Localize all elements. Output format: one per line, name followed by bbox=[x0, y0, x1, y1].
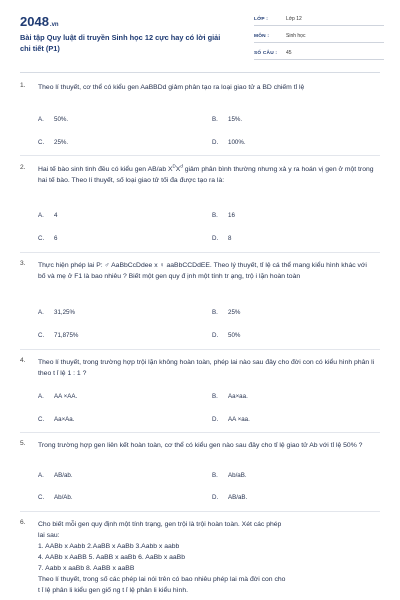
option-b[interactable] bbox=[212, 212, 235, 219]
option-letter: C. bbox=[38, 332, 45, 339]
question-line: lai sau: bbox=[38, 532, 60, 539]
question-divider bbox=[20, 511, 380, 512]
question-divider bbox=[20, 252, 380, 253]
option-c[interactable] bbox=[38, 139, 68, 146]
option-text: 31,25% bbox=[54, 309, 75, 316]
option-a[interactable] bbox=[38, 472, 73, 479]
meta-label: SỐ CÂU : bbox=[254, 50, 278, 56]
option-text: AB/aB. bbox=[228, 494, 248, 501]
option-letter: C. bbox=[38, 139, 45, 146]
option-c[interactable] bbox=[38, 494, 73, 501]
option-letter: B. bbox=[212, 472, 218, 479]
option-letter: A. bbox=[38, 393, 44, 400]
logo-text: 2048 bbox=[20, 14, 49, 29]
option-letter: A. bbox=[38, 309, 44, 316]
meta-value: Lớp 12 bbox=[286, 16, 302, 22]
question-text-part: giảm phân bình thường nhưng xả y ra hoán vị gen ở một trong hai tế bào. Theo lí thuyết, số loại giao tử tối đa được tạo ra là: bbox=[38, 166, 374, 184]
question-number: 5. bbox=[20, 440, 26, 447]
option-letter: A. bbox=[38, 472, 44, 479]
option-text: 25%. bbox=[54, 139, 69, 146]
document-header bbox=[0, 0, 400, 74]
meta-label: MÔN : bbox=[254, 33, 270, 39]
option-letter: D. bbox=[212, 416, 219, 423]
option-b[interactable] bbox=[212, 472, 247, 479]
header-divider bbox=[20, 72, 380, 73]
option-text: 50%. bbox=[54, 116, 69, 123]
option-letter: C. bbox=[38, 235, 45, 242]
question-number: 6. bbox=[20, 519, 26, 526]
question-text: Trong trường hợp gen liên kết hoàn toàn, cơ thể có kiểu gen nào sau đây cho tỉ lệ giao tử Ab với tỉ lệ 50% ? bbox=[38, 442, 363, 449]
option-d[interactable] bbox=[212, 332, 240, 339]
option-d[interactable] bbox=[212, 235, 231, 242]
question-text-part: Hai tế bào sinh tinh đều có kiểu gen AB/ab X bbox=[38, 166, 173, 173]
option-letter: B. bbox=[212, 309, 218, 316]
option-letter: D. bbox=[212, 139, 219, 146]
option-a[interactable] bbox=[38, 309, 75, 316]
option-text: AA ×AA. bbox=[54, 393, 78, 400]
option-letter: C. bbox=[38, 494, 45, 501]
option-a[interactable] bbox=[38, 116, 68, 123]
question-number: 3. bbox=[20, 260, 26, 267]
option-d[interactable] bbox=[212, 494, 247, 501]
option-text: Ab/Ab. bbox=[54, 494, 73, 501]
site-logo[interactable] bbox=[20, 14, 59, 29]
meta-row-subject bbox=[254, 30, 384, 43]
option-text: 25% bbox=[228, 309, 241, 316]
question-text bbox=[38, 164, 376, 186]
question-line: 7. Aabb x aaBb 8. AaBB x aaBB bbox=[38, 565, 135, 572]
question-text: Thực hiện phép lai P: ♂ AaBbCcDdee x ♀ aaBbCCDdEE. Theo lý thuyết, tỉ lệ cá thể mang kiểu hình khác với bố và mẹ ở F1 là bao nhiêu ? Biết một gen quy đ ịnh một tính tr ạng, trộ i lặn hoàn toàn bbox=[38, 262, 367, 280]
option-d[interactable] bbox=[212, 139, 246, 146]
option-letter: D. bbox=[212, 332, 219, 339]
question-line: 1. AABb x Aabb 2.AaBB x AaBb 3.Aabb x aabb bbox=[38, 543, 180, 550]
meta-row-class bbox=[254, 13, 384, 26]
question-number: 4. bbox=[20, 357, 26, 364]
option-c[interactable] bbox=[38, 235, 57, 242]
logo-suffix: .vn bbox=[49, 22, 59, 28]
meta-value: Sinh học bbox=[286, 33, 306, 39]
option-text: Ab/aB. bbox=[228, 472, 247, 479]
option-letter: B. bbox=[212, 393, 218, 400]
option-letter: A. bbox=[38, 212, 44, 219]
option-text: 4 bbox=[54, 212, 58, 219]
meta-label: LỚP : bbox=[254, 16, 269, 22]
option-text: Aa×Aa. bbox=[54, 416, 75, 423]
question-text bbox=[38, 519, 376, 596]
option-text: 8 bbox=[228, 235, 232, 242]
question-divider bbox=[20, 155, 380, 156]
option-text: 100%. bbox=[228, 139, 246, 146]
option-text: 50% bbox=[228, 332, 241, 339]
question-divider bbox=[20, 349, 380, 350]
document-title: Bài tập Quy luật di truyền Sinh học 12 cực hay có lời giải chi tiết (P1) bbox=[20, 33, 221, 53]
option-text: AA ×aa. bbox=[228, 416, 250, 423]
meta-value: 45 bbox=[286, 50, 292, 56]
question-text: Theo lí thuyết, cơ thể có kiểu gen AaBBDd giảm phân tạo ra loại giao tử a BD chiếm tỉ lệ bbox=[38, 84, 305, 91]
option-c[interactable] bbox=[38, 416, 74, 423]
option-b[interactable] bbox=[212, 116, 242, 123]
option-text: 16 bbox=[228, 212, 235, 219]
option-letter: C. bbox=[38, 416, 45, 423]
option-letter: D. bbox=[212, 494, 219, 501]
option-text: Aa×aa. bbox=[228, 393, 248, 400]
question-line: Theo lí thuyết, trong số các phép lai nói trên có bao nhiêu phép lai mà đời con cho bbox=[38, 576, 286, 583]
option-letter: B. bbox=[212, 116, 218, 123]
question-text-part: X bbox=[175, 166, 181, 173]
option-text: 6 bbox=[54, 235, 58, 242]
option-letter: A. bbox=[38, 116, 44, 123]
question-line: Cho biết mỗi gen quy định một tính trạng, gen trội là trội hoàn toàn. Xét các phép bbox=[38, 521, 282, 528]
option-b[interactable] bbox=[212, 309, 240, 316]
question-number: 2. bbox=[20, 164, 26, 171]
question-line: t ỉ lệ phân li kiểu gen giố ng t ỉ lệ phân li kiểu hình. bbox=[38, 587, 189, 594]
meta-row-count bbox=[254, 47, 384, 60]
option-c[interactable] bbox=[38, 332, 78, 339]
superscript: d bbox=[180, 163, 183, 169]
meta-info bbox=[254, 13, 384, 64]
option-a[interactable] bbox=[38, 212, 57, 219]
option-text: 15%. bbox=[228, 116, 243, 123]
option-text: AB/ab. bbox=[54, 472, 73, 479]
superscript: D bbox=[172, 163, 176, 169]
question-line: 4. AABb x AaBB 5. AaBB x aaBb 6. AaBb x aaBb bbox=[38, 554, 185, 561]
option-d[interactable] bbox=[212, 416, 250, 423]
question-text: Theo lí thuyết, trong trường hợp trội lặn không hoàn toàn, phép lai nào sau đây cho đời con có kiểu hình phân li theo t ỉ lệ 1 : 1 ? bbox=[38, 359, 375, 377]
option-b[interactable] bbox=[212, 393, 248, 400]
option-a[interactable] bbox=[38, 393, 77, 400]
question-divider bbox=[20, 432, 380, 433]
option-text: 71,875% bbox=[54, 332, 79, 339]
option-letter: B. bbox=[212, 212, 218, 219]
option-letter: D. bbox=[212, 235, 219, 242]
question-number: 1. bbox=[20, 82, 26, 89]
